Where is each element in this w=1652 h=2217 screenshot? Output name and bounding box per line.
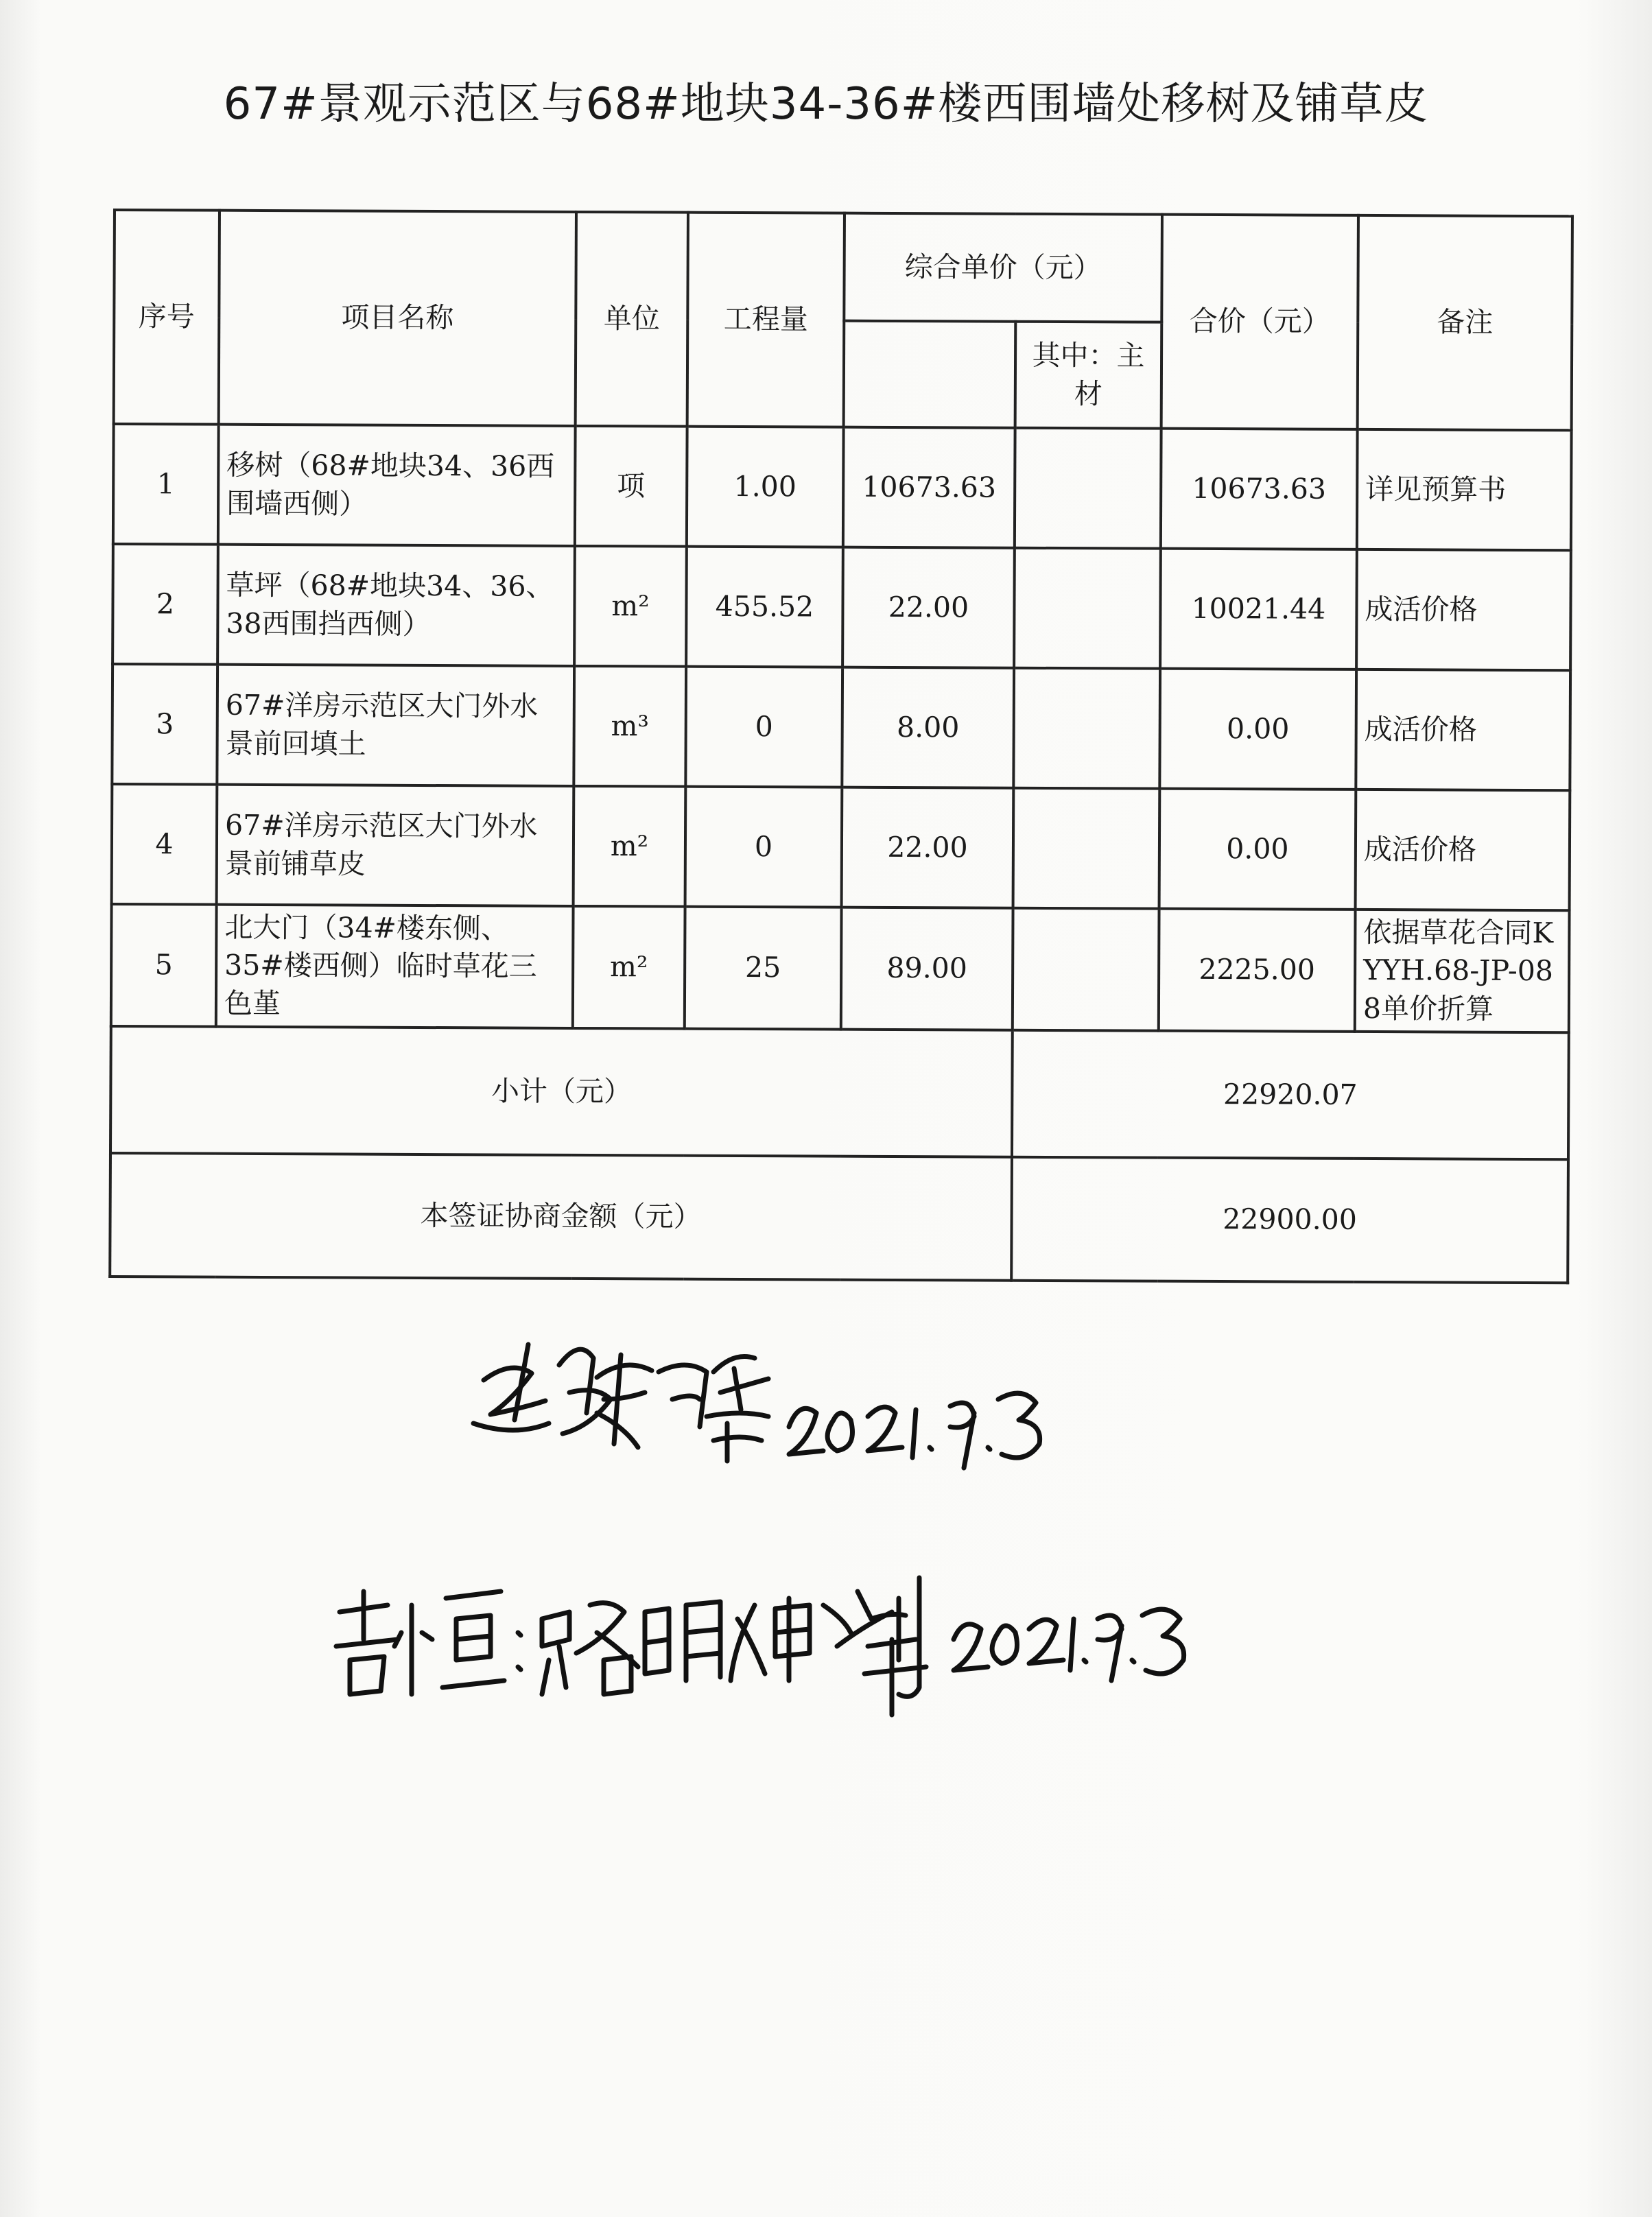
row-total: 2225.00 xyxy=(1159,909,1356,1032)
row-price: 8.00 xyxy=(842,667,1014,788)
header-unit-price: 综合单价（元） xyxy=(844,213,1162,322)
row-seq: 5 xyxy=(111,904,217,1027)
signature-2 xyxy=(336,1578,1184,1715)
subtotal-label: 小计（元） xyxy=(110,1026,1013,1157)
subtotal-value: 22920.07 xyxy=(1012,1030,1569,1160)
row-name: 草坪（68#地块34、36、38西围挡西侧） xyxy=(217,545,575,666)
header-main-material: 其中：主材 xyxy=(1015,322,1162,429)
row-unit: 项 xyxy=(575,426,687,547)
agreed-row xyxy=(110,1153,1568,1283)
row-remark: 成活价格 xyxy=(1356,549,1571,670)
row-qty: 455.52 xyxy=(686,547,843,667)
row-price: 22.00 xyxy=(842,787,1014,908)
row-material xyxy=(1015,428,1161,549)
row-material xyxy=(1013,668,1160,789)
row-material xyxy=(1013,908,1159,1031)
header-name: 项目名称 xyxy=(219,211,576,426)
row-name: 67#洋房示范区大门外水景前回填土 xyxy=(217,665,574,786)
row-unit: m² xyxy=(573,906,685,1029)
row-qty: 0 xyxy=(685,787,842,908)
header-row xyxy=(114,210,1572,324)
row-material xyxy=(1013,788,1160,909)
header-total: 合价（元） xyxy=(1161,215,1358,429)
row-remark: 成活价格 xyxy=(1356,669,1570,790)
row-unit: m³ xyxy=(574,666,686,787)
row-material xyxy=(1014,548,1161,669)
header-qty: 工程量 xyxy=(687,213,845,427)
row-remark: 详见预算书 xyxy=(1357,429,1572,550)
table-row xyxy=(112,664,1570,790)
row-seq: 4 xyxy=(112,784,217,905)
price-table xyxy=(108,209,1574,1284)
row-name: 北大门（34#楼东侧、35#楼西侧）临时草花三色堇 xyxy=(216,905,574,1028)
row-total: 0.00 xyxy=(1159,789,1356,910)
row-price: 22.00 xyxy=(842,547,1015,668)
header-remark: 备注 xyxy=(1358,215,1572,430)
document-title: 67#景观示范区与68#地块34-36#楼西围墙处移树及铺草皮 xyxy=(223,79,1429,130)
row-total: 0.00 xyxy=(1159,669,1356,790)
row-total: 10021.44 xyxy=(1160,549,1357,669)
row-remark: 成活价格 xyxy=(1356,790,1570,910)
row-unit: m² xyxy=(574,546,687,667)
subtotal-row xyxy=(110,1026,1569,1159)
signature-1 xyxy=(473,1344,1040,1468)
row-name: 移树（68#地块34、36西围墙西侧） xyxy=(218,425,576,546)
agreed-value: 22900.00 xyxy=(1011,1157,1568,1283)
table-row xyxy=(112,784,1570,910)
row-qty: 0 xyxy=(685,667,842,787)
table-row xyxy=(113,544,1571,670)
header-price-blank xyxy=(844,321,1016,428)
row-unit: m² xyxy=(574,786,686,907)
agreed-label: 本签证协商金额（元） xyxy=(110,1153,1012,1281)
header-unit: 单位 xyxy=(576,212,688,427)
row-qty: 1.00 xyxy=(687,427,844,547)
row-name: 67#洋房示范区大门外水景前铺草皮 xyxy=(217,785,574,906)
row-remark: 依据草花合同KYYH.68-JP-088单价折算 xyxy=(1355,910,1570,1032)
row-price: 89.00 xyxy=(841,908,1013,1030)
row-total: 10673.63 xyxy=(1161,429,1358,549)
row-seq: 1 xyxy=(113,424,219,545)
header-seq: 序号 xyxy=(114,210,220,425)
row-qty: 25 xyxy=(685,907,842,1030)
row-seq: 3 xyxy=(112,664,217,785)
row-seq: 2 xyxy=(113,544,218,665)
row-price: 10673.63 xyxy=(843,427,1015,548)
table-row xyxy=(113,424,1572,550)
table-row xyxy=(111,904,1570,1032)
